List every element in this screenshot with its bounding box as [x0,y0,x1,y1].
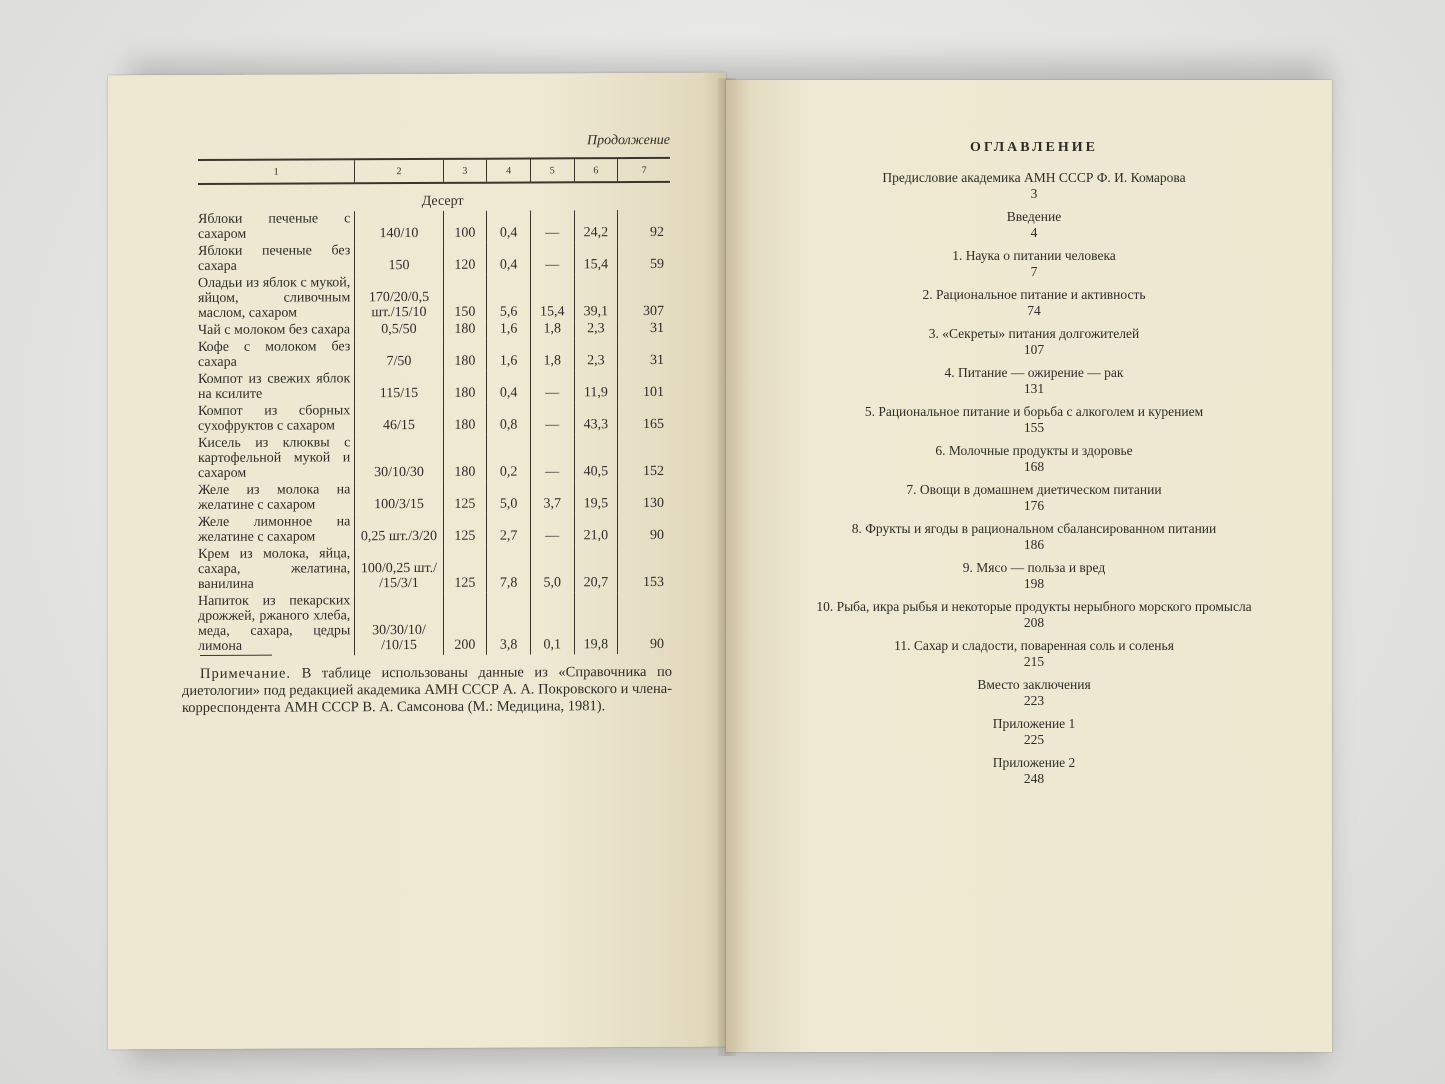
toc-item-title: 4. Питание — ожирение — рак [944,365,1124,380]
protein-cell: 5,0 [487,482,531,514]
calories-cell: 152 [618,434,670,481]
quantity-cell: 46/15 [355,403,443,435]
fat-cell: 1,8 [530,338,574,370]
toc-item-title: Вместо заключения [977,677,1091,692]
protein-cell: 0,8 [487,403,531,435]
carbs-cell: 43,3 [574,402,618,434]
weight-cell: 100 [443,211,487,243]
dish-name-cell: Кисель из клюквы с картофельной мукой и сахаром [198,435,351,481]
toc-item-page: 3 [1030,186,1038,201]
dish-name-cell: Яблоки печеные без сахара [198,243,351,274]
calories-cell: 59 [618,242,670,274]
dish-name-cell: Желе из молока на желатине с сахаром [198,482,351,513]
toc-item [814,287,1254,319]
fat-cell: 15,4 [530,274,574,321]
dish-name-cell: Яблоки печеные с сахаром [198,211,351,242]
quantity-cell: 100/0,25 шт./ /15/3/1 [355,546,443,593]
toc-item [814,560,1254,592]
quantity-cell: 100/3/15 [355,482,443,514]
weight-cell: 120 [443,243,487,275]
column-header: 2 [355,159,443,183]
toc-item [814,482,1254,514]
quantity-cell: 30/30/10/ /10/15 [355,593,443,655]
toc-item-page: 208 [1023,615,1045,630]
dish-name-cell: Компот из сборных сухофруктов с сахаром [198,403,351,434]
toc-title: ОГЛАВЛЕНИЕ [970,140,1098,155]
fat-cell: — [530,402,574,434]
calories-cell: 130 [618,481,670,513]
toc-item [814,326,1254,358]
note-lead: Примечание. [200,665,292,682]
calories-cell: 153 [618,545,670,592]
toc-item-title: 2. Рациональное питание и активность [922,287,1146,302]
table-note [182,664,672,717]
toc-item-page: 4 [1030,225,1038,240]
fat-cell: 1,8 [530,321,574,338]
table-row [198,481,670,515]
toc-item [814,443,1254,475]
column-header: 6 [574,158,618,182]
column-header: 1 [198,159,355,184]
protein-cell: 0,4 [487,211,531,243]
quantity-cell: 7/50 [355,339,443,371]
table-row [198,370,670,404]
fat-cell: — [530,513,574,545]
column-header: 7 [618,158,670,182]
carbs-cell: 19,5 [574,481,618,513]
protein-cell: 5,6 [487,275,531,322]
column-header: 4 [487,159,531,183]
toc-item-title: 7. Овощи в домашнем диетическом питании [906,482,1162,497]
column-header: 5 [530,158,574,182]
carbs-cell: 11,9 [574,370,618,402]
carbs-cell: 40,5 [574,434,618,481]
weight-cell: 180 [443,403,487,435]
toc-item [814,638,1254,670]
weight-cell: 180 [443,435,487,482]
toc-item-title: Введение [1006,209,1062,224]
protein-cell: 1,6 [487,322,531,339]
nutrition-table [198,157,670,656]
toc-item [814,521,1254,553]
toc-item-page: 215 [1023,654,1045,669]
table-header-row [198,158,670,184]
calories-cell: 31 [618,321,670,338]
column-header: 3 [443,159,487,183]
calories-cell: 307 [618,274,670,321]
continuation-label: Продолжение [587,132,670,149]
toc-item [814,755,1254,787]
toc-item-page: 155 [1023,420,1045,435]
dish-name-cell: Компот из свежих яблок на ксилите [198,371,351,402]
quantity-cell: 140/10 [355,211,443,243]
quantity-cell: 0,5/50 [355,322,443,339]
fat-cell: 5,0 [530,545,574,592]
section-row [198,182,670,212]
dish-name-cell: Крем из молока, яйца, сахара, желатина, ванилина [198,546,351,592]
protein-cell: 2,7 [487,514,531,546]
table-of-contents [814,140,1254,794]
carbs-cell: 24,2 [574,210,618,242]
quantity-cell: 115/15 [355,371,443,403]
table-row [198,274,670,323]
protein-cell: 0,4 [487,243,531,275]
table-row [198,402,670,436]
toc-item-title: Предисловие академика АМН СССР Ф. И. Комарова [882,170,1186,185]
toc-item-page: 7 [1030,264,1038,279]
section-title: Десерт [421,193,464,209]
carbs-cell: 2,3 [574,321,618,338]
quantity-cell: 150 [355,243,443,275]
table-row [198,434,670,483]
toc-item-page: 186 [1023,537,1045,552]
dish-name-cell: Чай с молоком без сахара [198,322,351,338]
protein-cell: 0,4 [487,371,531,403]
toc-item-title: Приложение 1 [992,716,1076,731]
fat-cell: 3,7 [530,481,574,513]
toc-item-page: 225 [1023,732,1045,747]
toc-item-page: 176 [1023,498,1045,513]
weight-cell: 125 [443,482,487,514]
toc-item-title: 10. Рыба, икра рыбья и некоторые продукты нерыбного морского промысла [816,599,1252,614]
toc-item-page: 248 [1023,771,1045,786]
carbs-cell: 21,0 [574,513,618,545]
protein-cell: 0,2 [487,435,531,482]
weight-cell: 150 [443,275,487,322]
protein-cell: 7,8 [487,546,531,593]
carbs-cell: 20,7 [574,545,618,592]
note-text: В таблице использованы данные из «Справочника по диетологии» под редакцией академика АМН СССР А. А. Покровского и члена-корреспондента АМН СССР В. А. Самсонова (М.: Медицина, 1981). [182,663,672,717]
table-row [198,338,670,372]
toc-item-page: 223 [1023,693,1045,708]
table-row [198,242,670,276]
protein-cell: 3,8 [487,593,531,655]
toc-item [814,599,1254,631]
weight-cell: 180 [443,371,487,403]
toc-item-title: 11. Сахар и сладости, поваренная соль и соленья [894,638,1174,653]
weight-cell: 125 [443,514,487,546]
quantity-cell: 170/20/0,5 шт./15/10 [355,275,443,322]
quantity-cell: 0,25 шт./3/20 [355,514,443,546]
left-page [108,73,726,1050]
toc-item-page: 168 [1023,459,1045,474]
toc-item [814,170,1254,202]
toc-item [814,404,1254,436]
dish-name-cell: Оладьи из яблок с мукой, яйцом, сливочным маслом, сахаром [198,275,351,321]
carbs-cell: 2,3 [574,338,618,370]
toc-item [814,716,1254,748]
toc-item-title: 3. «Секреты» питания долгожителей [928,326,1140,341]
fat-cell: — [530,370,574,402]
weight-cell: 200 [443,593,487,655]
calories-cell: 165 [618,402,670,434]
toc-item [814,677,1254,709]
fat-cell: — [530,242,574,274]
dish-name-cell: Желе лимонное на желатине с сахаром [198,514,351,545]
calories-cell: 101 [618,370,670,402]
toc-item-title: 9. Мясо — польза и вред [962,560,1106,575]
weight-cell: 180 [443,339,487,371]
toc-item-title: Приложение 2 [992,755,1076,770]
toc-item-title: 5. Рациональное питание и борьба с алкоголем и курением [864,404,1204,419]
weight-cell: 180 [443,322,487,339]
toc-item-page: 198 [1023,576,1045,591]
table-row [198,545,670,594]
toc-list [814,170,1254,787]
table-row [198,210,670,244]
carbs-cell: 19,8 [574,592,618,654]
table-row [198,321,670,340]
toc-item-page: 131 [1023,381,1045,396]
toc-item-page: 107 [1023,342,1045,357]
protein-cell: 1,6 [487,339,531,371]
fat-cell: — [530,210,574,242]
toc-item [814,248,1254,280]
table-row [198,513,670,547]
calories-cell: 31 [618,338,670,370]
dish-name-cell: Напиток из пекарских дрожжей, ржаного хлеба, меда, сахара, цедры лимона [198,593,351,654]
dish-name-cell: Кофе с молоком без сахара [198,339,351,370]
toc-item-title: 8. Фрукты и ягоды в рациональном сбалансированном питании [851,521,1217,536]
table-row [198,592,670,656]
fat-cell: 0,1 [530,592,574,654]
footnote-rule [200,655,272,656]
carbs-cell: 39,1 [574,274,618,321]
toc-item-title: 6. Молочные продукты и здоровье [935,443,1133,458]
quantity-cell: 30/10/30 [355,435,443,482]
calories-cell: 90 [618,513,670,545]
calories-cell: 90 [618,592,670,654]
toc-item [814,209,1254,241]
carbs-cell: 15,4 [574,242,618,274]
toc-item-title: 1. Наука о питании человека [952,248,1116,263]
fat-cell: — [530,434,574,481]
weight-cell: 125 [443,546,487,593]
right-page [726,80,1332,1052]
toc-item [814,365,1254,397]
toc-item-page: 74 [1027,303,1041,318]
calories-cell: 92 [618,210,670,242]
